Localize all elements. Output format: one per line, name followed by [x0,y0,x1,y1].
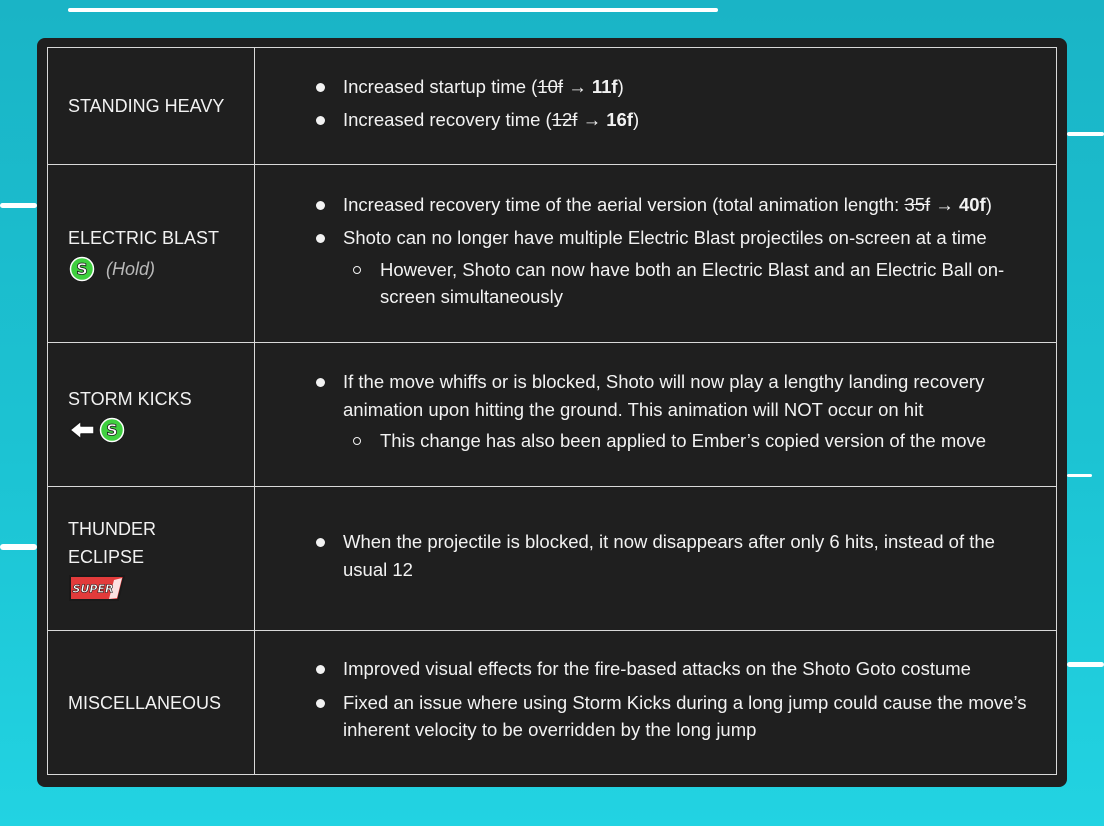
hold-label: (Hold) [106,259,156,279]
old-value: 35f [904,193,931,215]
background-streak [1067,132,1104,136]
move-input [68,255,254,283]
sub-list-item: This change has also been applied to Ember’s copied version of the move [343,427,1034,455]
list-item: Increased startup time (10f → 11f) [315,73,1034,101]
change-cell [255,48,1057,165]
list-item: Improved visual effects for the fire-based attacks on the Shoto Goto costume [315,655,1034,683]
move-input [68,416,254,444]
table-row [48,165,1057,343]
change-list [255,73,1034,134]
back-arrow-icon [68,418,96,442]
change-list [255,191,1034,311]
move-name: ELECTRIC BLAST [68,228,220,248]
move-name: STORM KICKS [68,389,192,409]
new-value: 16f [606,109,633,130]
super-badge-icon [68,574,126,602]
move-cell [48,343,255,487]
sub-list-item: However, Shoto can now have both an Electric Blast and an Electric Ball on-screen simultaneously [343,256,1034,311]
new-value: 40f [958,193,986,215]
sub-list [343,256,1034,311]
change-list [255,368,1034,455]
change-list [255,528,1034,583]
move-name: THUNDER ECLIPSE [68,519,156,567]
table-row [48,487,1057,631]
move-input [68,574,254,602]
patch-notes-card [37,38,1067,787]
move-cell [48,487,255,631]
background-streak [0,544,37,550]
special-button-icon [68,255,96,283]
sub-list [343,427,1034,455]
change-cell [255,165,1057,343]
patch-notes-table [47,47,1057,775]
list-item: Increased recovery time of the aerial version (total animation length: 35f → 40f) [315,191,1034,219]
change-list [255,655,1034,744]
old-value: 12f [551,109,578,130]
table-row [48,343,1057,487]
old-value: 10f [537,75,564,97]
move-cell [48,165,255,343]
list-item: Fixed an issue where using Storm Kicks during a long jump could cause the move’s inherent velocity to be overridden by the long jump [315,689,1034,744]
background-streak [68,8,718,12]
new-value: 11f [591,75,618,97]
background-streak [1067,662,1104,667]
background-streak [1067,474,1092,477]
list-item: Shoto can no longer have multiple Electric Blast projectiles on-screen at a time However, Shoto can now have both an Electric Blast and an Electric Ball on-screen simultaneously [315,224,1034,311]
move-cell [48,631,255,775]
svg-text:S: S [106,420,118,440]
list-item: If the move whiffs or is blocked, Shoto will now play a lengthy landing recovery animation upon hitting the ground. This animation will NOT occur on hit This change has also been applied to Ember’s copied version of the move [315,368,1034,455]
move-cell [48,48,255,165]
move-name: STANDING HEAVY [68,96,225,116]
list-item: When the projectile is blocked, it now disappears after only 6 hits, instead of the usual 12 [315,528,1034,583]
table-row [48,631,1057,775]
svg-text:S: S [76,259,88,279]
move-name: MISCELLANEOUS [68,692,222,713]
change-cell [255,487,1057,631]
table-row [48,48,1057,165]
change-cell [255,631,1057,775]
super-badge-text: SUPER [72,582,114,596]
background-streak [0,203,37,208]
special-button-icon [98,416,126,444]
list-item: Increased recovery time (12f → 16f) [315,106,1034,134]
change-cell [255,343,1057,487]
